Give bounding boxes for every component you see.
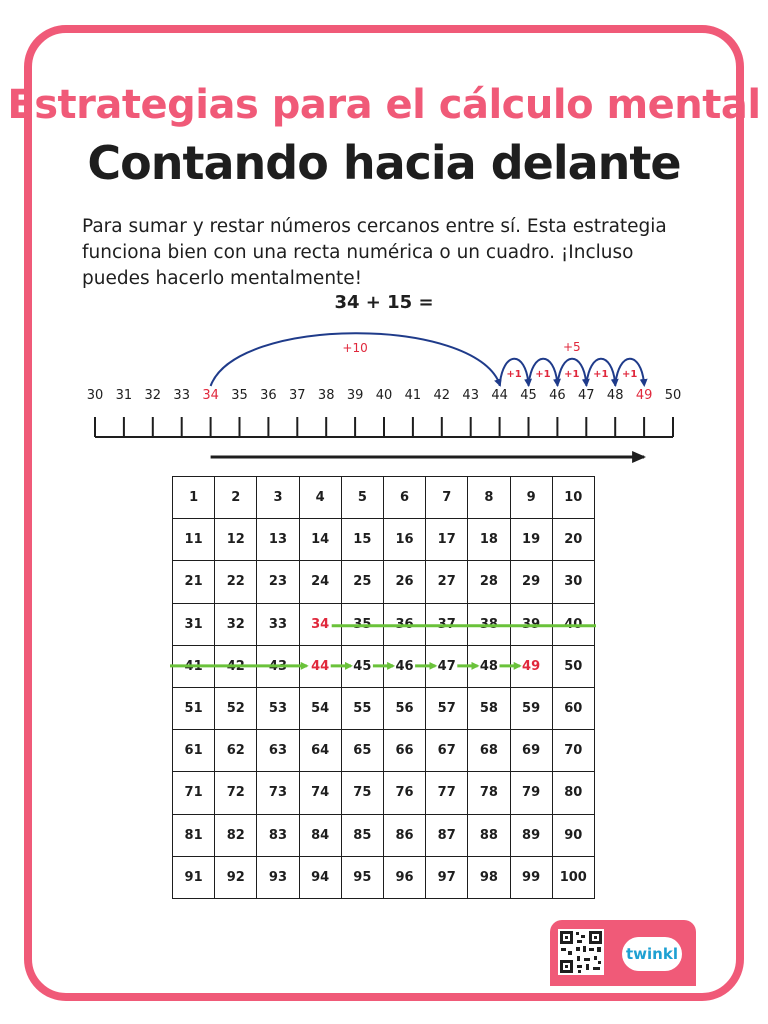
number-line-label: 48 — [606, 388, 624, 403]
hundred-chart-cell: 79 — [510, 772, 552, 814]
hundred-chart-cell: 62 — [215, 730, 257, 772]
hundred-chart-cell: 56 — [383, 687, 425, 729]
number-line-label: 43 — [462, 388, 479, 403]
hundred-chart-cell: 65 — [341, 730, 383, 772]
hundred-chart-cell: 49 — [510, 645, 552, 687]
hundred-chart-cell: 23 — [257, 561, 299, 603]
hundred-chart-cell: 76 — [383, 772, 425, 814]
hundred-chart-cell: 39 — [510, 603, 552, 645]
small-jumps-total-label: +5 — [562, 340, 581, 354]
hundred-chart-cell: 17 — [426, 519, 468, 561]
number-line-label: 47 — [578, 388, 595, 403]
hundred-chart-cell: 44 — [299, 645, 341, 687]
hundred-chart-cell: 45 — [341, 645, 383, 687]
small-jump-label: +1 — [564, 369, 580, 380]
hundred-chart-cell: 27 — [426, 561, 468, 603]
hundred-chart-cell: 89 — [510, 814, 552, 856]
hundred-chart-cell: 40 — [552, 603, 594, 645]
hundred-chart-cell: 58 — [468, 687, 510, 729]
hundred-chart-cell: 8 — [468, 477, 510, 519]
poster-title: Contando hacia delante — [87, 136, 681, 190]
hundred-chart-cell: 61 — [173, 730, 215, 772]
hundred-chart-cell: 41 — [173, 645, 215, 687]
hundred-chart-row — [173, 603, 595, 645]
hundred-chart-cell: 83 — [257, 814, 299, 856]
number-line-label: 37 — [289, 388, 306, 403]
hundred-chart-cell: 2 — [215, 477, 257, 519]
hundred-chart-cell: 90 — [552, 814, 594, 856]
hundred-chart-cell: 21 — [173, 561, 215, 603]
qr-code-icon — [558, 929, 604, 975]
hundred-chart-cell: 74 — [299, 772, 341, 814]
hundred-chart-cell: 95 — [341, 856, 383, 898]
hundred-chart-cell: 86 — [383, 814, 425, 856]
hundred-chart-cell: 82 — [215, 814, 257, 856]
hundred-chart-cell: 77 — [426, 772, 468, 814]
number-line-label: 45 — [520, 388, 537, 403]
hundred-chart-row — [173, 687, 595, 729]
hundred-chart-cell: 67 — [426, 730, 468, 772]
hundred-chart-cell: 26 — [383, 561, 425, 603]
number-line-label: 30 — [86, 388, 104, 403]
hundred-chart-cell: 10 — [552, 477, 594, 519]
hundred-chart-row — [173, 856, 595, 898]
hundred-chart-cell: 38 — [468, 603, 510, 645]
hundred-chart-cell: 13 — [257, 519, 299, 561]
equation: 34 + 15 = — [334, 292, 434, 313]
twinkl-logo: twinkl — [622, 937, 682, 971]
number-line-label: 50 — [664, 388, 682, 403]
hundred-chart-cell: 63 — [257, 730, 299, 772]
hundred-chart-cell: 20 — [552, 519, 594, 561]
hundred-chart-cell: 91 — [173, 856, 215, 898]
small-jump-label: +1 — [593, 369, 609, 380]
hundred-chart-row — [173, 561, 595, 603]
hundred-chart-cell: 85 — [341, 814, 383, 856]
number-line-label: 34 — [202, 388, 219, 403]
small-jump-label: +1 — [535, 369, 551, 380]
hundred-chart-row — [173, 814, 595, 856]
hundred-chart-cell: 84 — [299, 814, 341, 856]
hundred-chart-cell: 3 — [257, 477, 299, 519]
hundred-chart-cell: 88 — [468, 814, 510, 856]
hundred-chart-cell: 11 — [173, 519, 215, 561]
hundred-chart — [172, 476, 595, 899]
number-line-label: 38 — [317, 388, 335, 403]
hundred-chart-cell: 94 — [299, 856, 341, 898]
hundred-chart-cell: 1 — [173, 477, 215, 519]
hundred-chart-cell: 34 — [299, 603, 341, 645]
hundred-chart-cell: 12 — [215, 519, 257, 561]
number-line-label: 46 — [549, 388, 566, 403]
number-line-label: 44 — [491, 388, 508, 403]
number-line — [0, 320, 768, 470]
hundred-chart-cell: 48 — [468, 645, 510, 687]
hundred-chart-cell: 97 — [426, 856, 468, 898]
hundred-chart-cell: 66 — [383, 730, 425, 772]
hundred-chart-cell: 52 — [215, 687, 257, 729]
hundred-chart-cell: 16 — [383, 519, 425, 561]
hundred-chart-cell: 28 — [468, 561, 510, 603]
number-line-label: 31 — [115, 388, 133, 403]
hundred-chart-cell: 78 — [468, 772, 510, 814]
hundred-chart-cell: 80 — [552, 772, 594, 814]
hundred-chart-cell: 81 — [173, 814, 215, 856]
hundred-chart-row — [173, 519, 595, 561]
small-jump-label: +1 — [621, 369, 638, 380]
number-line-label: 36 — [260, 388, 277, 403]
hundred-chart-cell: 7 — [426, 477, 468, 519]
hundred-chart-cell: 59 — [510, 687, 552, 729]
hundred-chart-cell: 43 — [257, 645, 299, 687]
hundred-chart-row — [173, 730, 595, 772]
hundred-chart-cell: 15 — [341, 519, 383, 561]
hundred-chart-cell: 72 — [215, 772, 257, 814]
hundred-chart-cell: 54 — [299, 687, 341, 729]
hundred-chart-row — [173, 645, 595, 687]
hundred-chart-cell: 99 — [510, 856, 552, 898]
poster-subtitle: Estrategias para el cálculo mental — [7, 82, 761, 128]
hundred-chart-cell: 29 — [510, 561, 552, 603]
hundred-chart-cell: 60 — [552, 687, 594, 729]
hundred-chart-cell: 18 — [468, 519, 510, 561]
number-line-label: 39 — [346, 388, 364, 403]
hundred-chart-cell: 51 — [173, 687, 215, 729]
hundred-chart-cell: 64 — [299, 730, 341, 772]
hundred-chart-cell: 31 — [173, 603, 215, 645]
hundred-chart-cell: 33 — [257, 603, 299, 645]
hundred-chart-cell: 100 — [552, 856, 594, 898]
hundred-chart-cell: 70 — [552, 730, 594, 772]
hundred-chart-cell: 4 — [299, 477, 341, 519]
hundred-chart-cell: 87 — [426, 814, 468, 856]
big-jump-label: +10 — [342, 341, 368, 355]
number-line-label: 40 — [375, 388, 393, 403]
hundred-chart-cell: 73 — [257, 772, 299, 814]
hundred-chart-cell: 98 — [468, 856, 510, 898]
hundred-chart-cell: 93 — [257, 856, 299, 898]
hundred-chart-cell: 68 — [468, 730, 510, 772]
hundred-chart-cell: 53 — [257, 687, 299, 729]
hundred-chart-cell: 14 — [299, 519, 341, 561]
hundred-chart-cell: 57 — [426, 687, 468, 729]
hundred-chart-cell: 22 — [215, 561, 257, 603]
hundred-chart-cell: 42 — [215, 645, 257, 687]
hundred-chart-cell: 71 — [173, 772, 215, 814]
hundred-chart-cell: 69 — [510, 730, 552, 772]
hundred-chart-row — [173, 477, 595, 519]
hundred-chart-cell: 92 — [215, 856, 257, 898]
hundred-chart-cell: 96 — [383, 856, 425, 898]
hundred-chart-cell: 5 — [341, 477, 383, 519]
number-line-label: 41 — [404, 388, 422, 403]
hundred-chart-cell: 36 — [383, 603, 425, 645]
hundred-chart-cell: 6 — [383, 477, 425, 519]
hundred-chart-cell: 19 — [510, 519, 552, 561]
hundred-chart-cell: 55 — [341, 687, 383, 729]
hundred-chart-cell: 75 — [341, 772, 383, 814]
hundred-chart-cell: 30 — [552, 561, 594, 603]
number-line-label: 49 — [635, 388, 653, 403]
number-line-label: 32 — [144, 388, 162, 403]
hundred-chart-cell: 24 — [299, 561, 341, 603]
small-jump-label: +1 — [506, 369, 522, 380]
hundred-chart-cell: 35 — [341, 603, 383, 645]
hundred-chart-row — [173, 772, 595, 814]
hundred-chart-cell: 9 — [510, 477, 552, 519]
intro-paragraph: Para sumar y restar números cercanos entre sí. Esta estrategia funciona bien con una recta numérica o un cuadro. ¡Incluso puedes hacerlo mentalmente! — [82, 216, 667, 289]
hundred-chart-cell: 25 — [341, 561, 383, 603]
hundred-chart-cell: 37 — [426, 603, 468, 645]
hundred-chart-cell: 32 — [215, 603, 257, 645]
number-line-label: 35 — [231, 388, 248, 403]
number-line-label: 42 — [433, 388, 451, 403]
number-line-label: 33 — [173, 388, 190, 403]
hundred-chart-cell: 46 — [383, 645, 425, 687]
hundred-chart-cell: 47 — [426, 645, 468, 687]
hundred-chart-cell: 50 — [552, 645, 594, 687]
